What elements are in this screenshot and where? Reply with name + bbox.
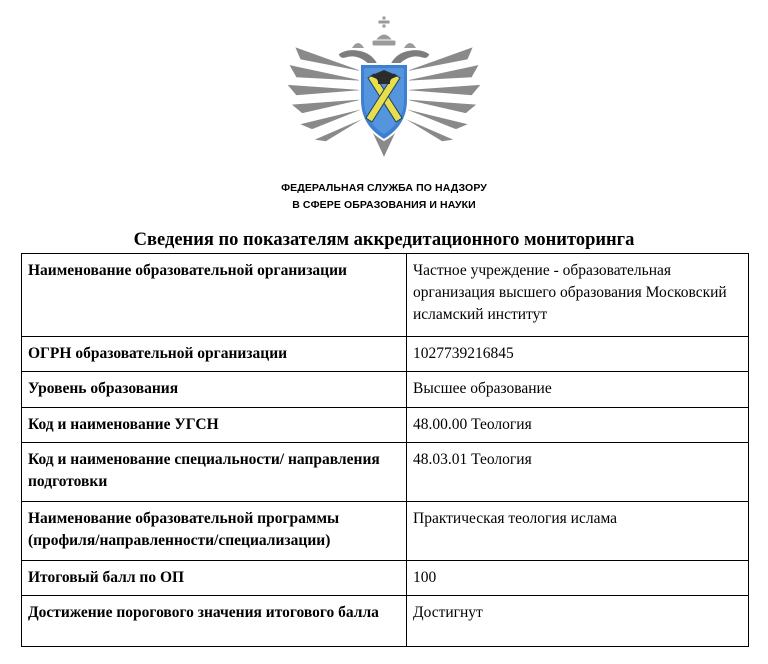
table-row: [22, 502, 749, 561]
double-headed-eagle-emblem-icon: [274, 8, 494, 178]
row-label: ОГРН образовательной организации: [22, 337, 407, 372]
row-value: Высшее образование: [407, 372, 749, 408]
row-label: Итоговый балл по ОП: [22, 561, 407, 596]
row-value: Частное учреждение - образовательная организация высшего образования Московский исламский институт: [407, 254, 749, 337]
row-value: 1027739216845: [407, 337, 749, 372]
agency-name: [0, 180, 768, 214]
row-value: 48.03.01 Теология: [407, 443, 749, 502]
table-row: [22, 337, 749, 372]
row-label: Наименование образовательной организации: [22, 254, 407, 337]
row-label: Уровень образования: [22, 372, 407, 408]
emblem: [0, 8, 768, 178]
row-label: Наименование образовательной программы (профиля/направленности/специализации): [22, 502, 407, 561]
document-title: Сведения по показателям аккредитационного мониторинга: [133, 230, 635, 250]
table-row: [22, 372, 749, 408]
row-value: 48.00.00 Теология: [407, 408, 749, 443]
table-row: [22, 561, 749, 596]
row-value: Достигнут: [407, 596, 749, 647]
row-value: Практическая теология ислама: [407, 502, 749, 561]
row-label: Код и наименование специальности/ направления подготовки: [22, 443, 407, 502]
row-label: Код и наименование УГСН: [22, 408, 407, 443]
row-label: Достижение порогового значения итогового балла: [22, 596, 407, 647]
table-row: [22, 443, 749, 502]
row-value: 100: [407, 561, 749, 596]
table-row: [22, 408, 749, 443]
accreditation-info-table: [21, 253, 749, 647]
table-row: [22, 596, 749, 647]
table-row: [22, 254, 749, 337]
agency-name-line2: В СФЕРЕ ОБРАЗОВАНИЯ И НАУКИ: [292, 199, 476, 211]
agency-name-line1: ФЕДЕРАЛЬНАЯ СЛУЖБА ПО НАДЗОРУ: [281, 182, 487, 194]
